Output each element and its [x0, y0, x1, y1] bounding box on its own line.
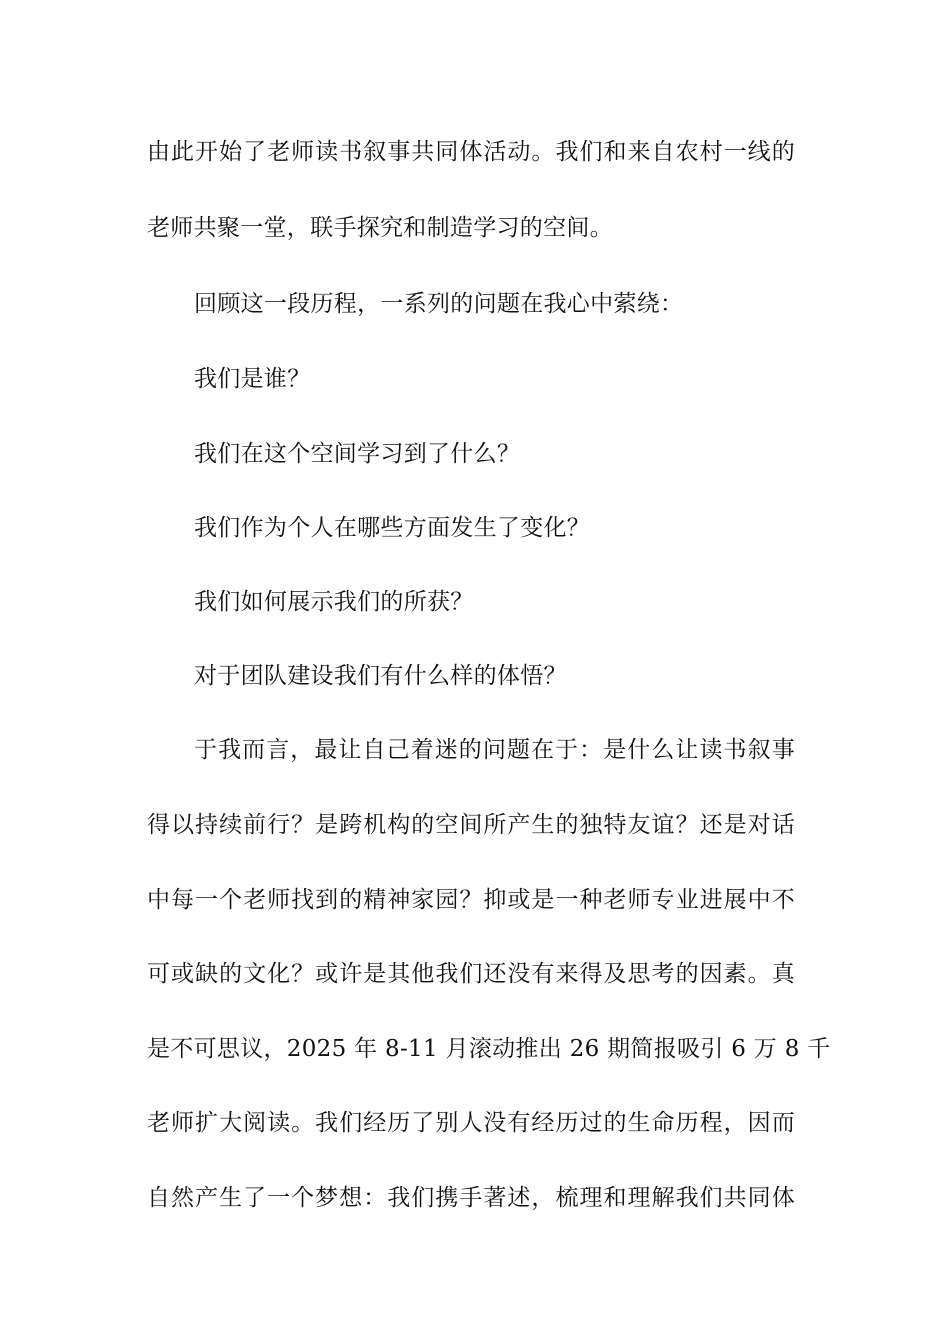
paragraph-line-6: 中每一个老师找到的精神家园？抑或是一种老师专业进展中不 [147, 887, 795, 913]
paragraph-line-5: 得以持续前行？是跨机构的空间所产生的独特友谊？还是对话 [147, 812, 795, 838]
paragraph-line-3: 回顾这一段历程，一系列的问题在我心中萦绕： [194, 291, 684, 317]
question-line-2: 我们在这个空间学习到了什么？ [194, 441, 521, 467]
paragraph-line-8: 是不可思议，2025 年 8-11 月滚动推出 26 期简报吸引 6 万 8 千 [147, 1036, 831, 1062]
question-line-1: 我们是谁？ [194, 366, 311, 392]
paragraph-line-7: 可或缺的文化？或许是其他我们还没有来得及思考的因素。真 [147, 961, 795, 987]
question-line-4: 我们如何展示我们的所获？ [194, 589, 474, 615]
paragraph-line-4: 于我而言，最让自己着迷的问题在于：是什么让读书叙事 [194, 737, 795, 763]
paragraph-line-9: 老师扩大阅读。我们经历了别人没有经历过的生命历程，因而 [147, 1110, 795, 1136]
paragraph-line-1: 由此开始了老师读书叙事共同体活动。我们和来自农村一线的 [147, 139, 795, 165]
question-line-3: 我们作为个人在哪些方面发生了变化？ [194, 515, 591, 541]
question-line-5: 对于团队建设我们有什么样的体悟？ [194, 663, 567, 689]
paragraph-line-2: 老师共聚一堂，联手探究和制造学习的空间。 [147, 215, 613, 241]
paragraph-line-10: 自然产生了一个梦想：我们携手著述，梳理和理解我们共同体 [147, 1185, 795, 1211]
